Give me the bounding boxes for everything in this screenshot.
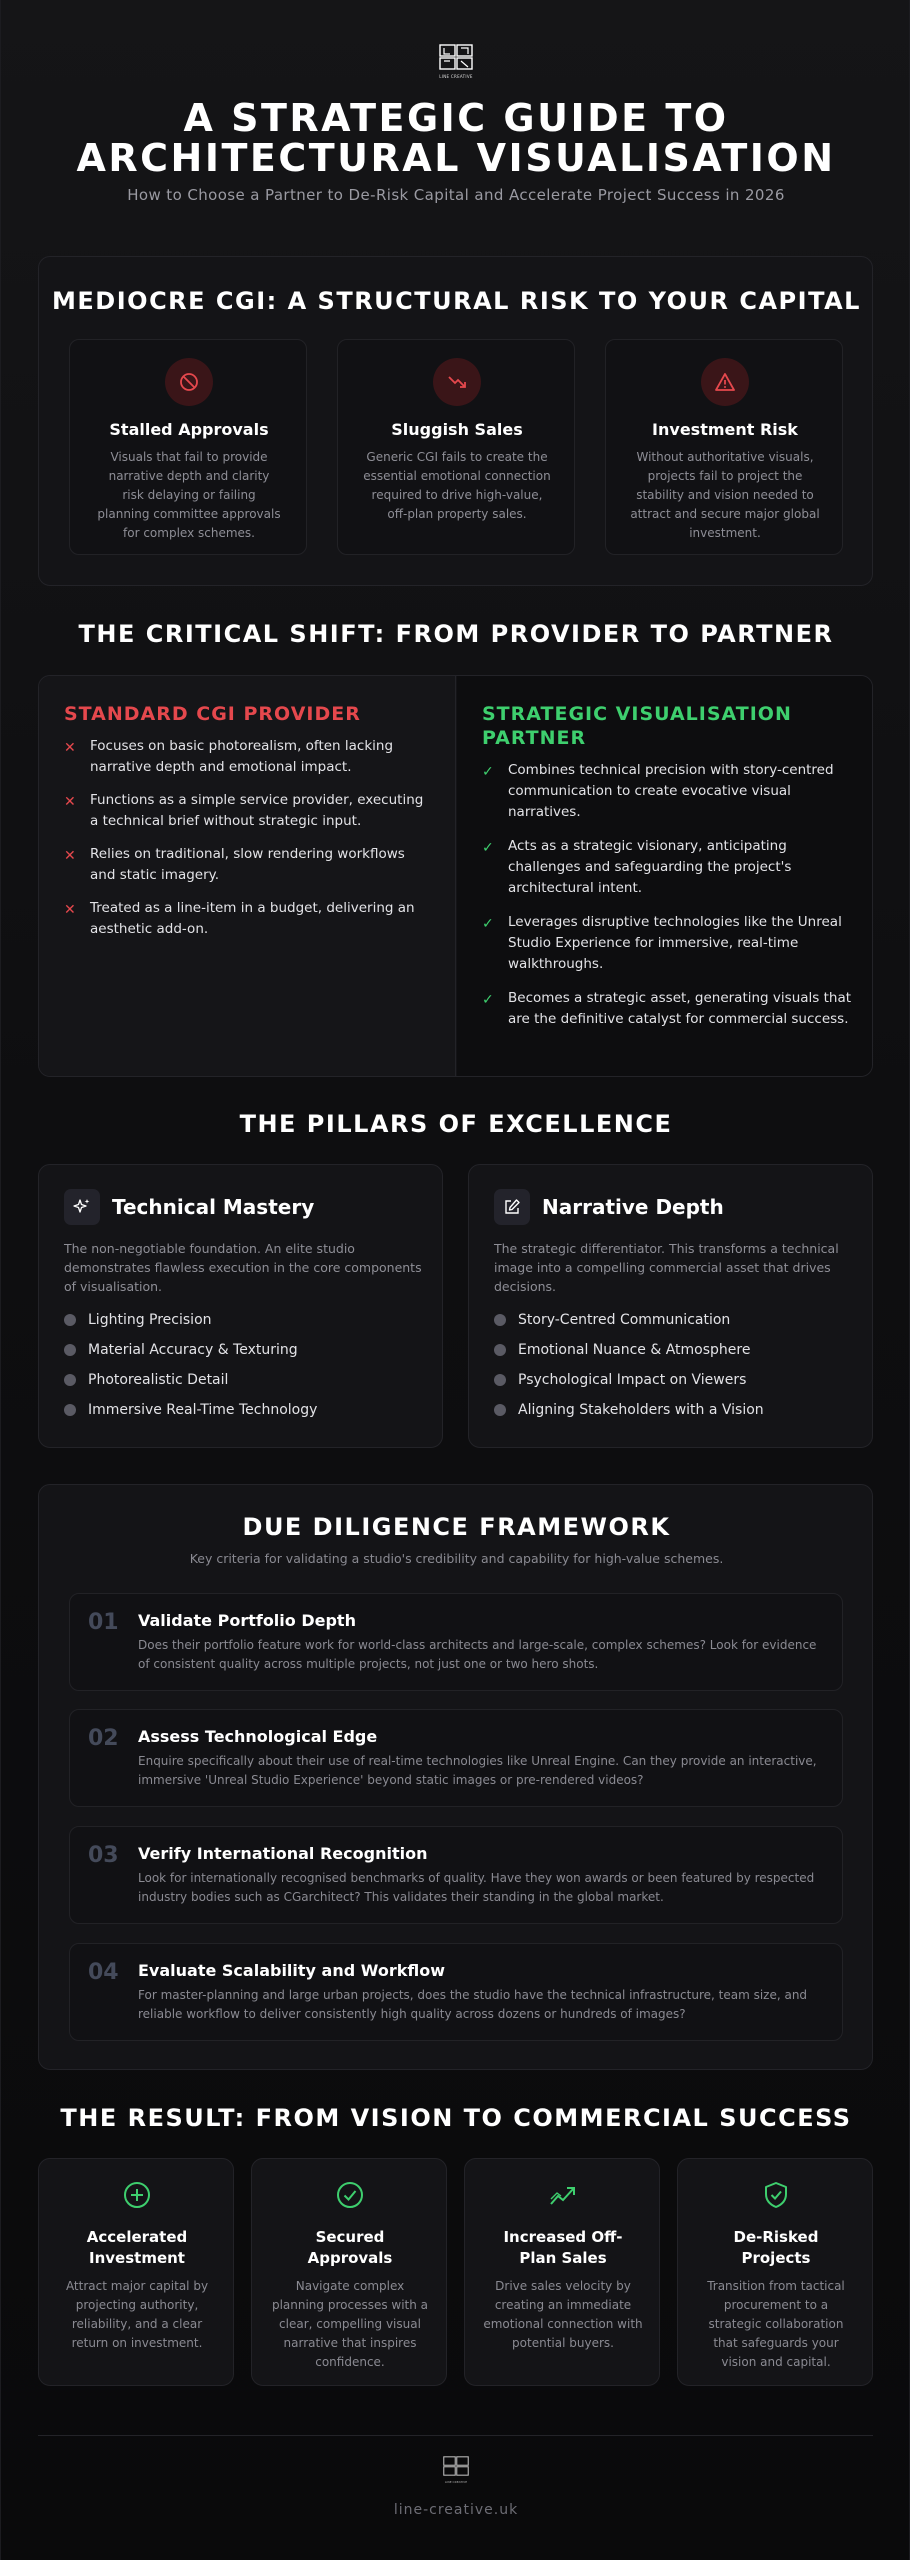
shift-section-title: THE CRITICAL SHIFT: FROM PROVIDER TO PARTNER — [78, 620, 834, 648]
pillar-card — [38, 1164, 443, 1448]
bullet-dot — [494, 1314, 506, 1326]
result-card-text: Attract major capital by projecting authority, reliability, and a clear return on investment. — [65, 2279, 209, 2350]
logo-mark-icon — [439, 40, 473, 74]
risk-card-text: Without authoritative visuals, projects fail to project the stability and vision needed to attract and secure major global investment. — [630, 450, 820, 540]
strategic-partner-column — [457, 676, 873, 1077]
bullet-dot — [494, 1404, 506, 1416]
pillar-title: Technical Mastery — [112, 1195, 315, 1219]
diligence-step — [69, 1593, 843, 1691]
step-number: 01 — [88, 1610, 119, 1635]
risk-card — [337, 339, 575, 555]
warning-icon — [701, 358, 749, 406]
comparison-panel — [38, 675, 873, 1077]
step-text: Does their portfolio feature work for world-class architects and large-scale, complex schemes? Look for evidence of consistent quality across multiple projects, not just one or two hero shots. — [138, 1638, 817, 1671]
risk-card — [69, 339, 307, 555]
bullet-dot — [64, 1314, 76, 1326]
result-card-text: Transition from tactical procurement to a strategic collaboration that safeguards your vision and capital. — [707, 2279, 845, 2369]
bullet-dot — [64, 1374, 76, 1386]
bullet-dot — [64, 1404, 76, 1416]
brand-logo — [439, 40, 473, 79]
pillar-description: The strategic differentiator. This transforms a technical image into a compelling commercial asset that drives decisions. — [494, 1241, 839, 1294]
risk-card-text: Generic CGI fails to create the essential emotional connection required to drive high-value, off-plan property sales. — [363, 450, 551, 521]
trend-up-icon — [547, 2179, 579, 2215]
step-number: 04 — [88, 1960, 119, 1985]
bullet-dot — [64, 1344, 76, 1356]
risk-card-text: Visuals that fail to provide narrative depth and clarity risk delaying or failing planning committee approvals for complex schemes. — [97, 450, 281, 540]
list-item: ✕ Treated as a line-item in a budget, delivering an aesthetic add-on. — [64, 900, 415, 937]
bullet-dot — [494, 1374, 506, 1386]
list-item: ✕ Focuses on basic photorealism, often lacking narrative depth and emotional impact. — [64, 738, 394, 775]
check-icon: ✓ — [482, 992, 494, 1008]
step-text: For master-planning and large urban projects, does the studio have the technical infrastructure, team size, and reliable workflow to deliver consistently high quality across dozens or hundreds of images? — [138, 1988, 808, 2021]
step-text: Look for internationally recognised benchmarks of quality. Have they won awards or been featured by respected industry bodies such as CGarchitect? This validates their standing in the global market. — [138, 1871, 815, 1904]
pillar-card — [468, 1164, 873, 1448]
diligence-step — [69, 1943, 843, 2041]
standard-provider-list — [64, 736, 434, 940]
diligence-step — [69, 1826, 843, 1924]
sparkle-icon — [64, 1189, 100, 1225]
check-icon: ✓ — [482, 916, 494, 932]
prohibited-icon — [165, 358, 213, 406]
footer-divider — [38, 2435, 873, 2436]
list-item: Immersive Real-Time Technology — [64, 1395, 424, 1425]
standard-provider-title: STANDARD CGI PROVIDER — [64, 703, 361, 725]
page-title — [1, 98, 910, 178]
check-icon: ✓ — [482, 840, 494, 856]
result-card-title: Increased Off- Plan Sales — [503, 2228, 623, 2267]
list-item: Emotional Nuance & Atmosphere — [494, 1335, 854, 1365]
step-number: 02 — [88, 1726, 119, 1751]
step-title: Validate Portfolio Depth — [138, 1611, 356, 1630]
cross-icon: ✕ — [64, 902, 76, 918]
logo-text: LINE CREATIVE — [439, 74, 473, 79]
diligence-step — [69, 1709, 843, 1807]
footer-logo — [443, 2456, 469, 2484]
pillar-title: Narrative Depth — [542, 1195, 724, 1219]
risk-card-title: Stalled Approvals — [109, 420, 269, 439]
strategic-partner-title: STRATEGIC VISUALISATION PARTNER — [482, 703, 792, 749]
risk-card-title: Sluggish Sales — [391, 420, 523, 439]
bullet-dot — [494, 1344, 506, 1356]
risk-section — [38, 256, 873, 586]
check-icon: ✓ — [482, 764, 494, 780]
diligence-subtitle: Key criteria for validating a studio's credibility and capability for high-value schemes. — [189, 1551, 724, 1566]
title-line-1: A STRATEGIC GUIDE TO — [183, 96, 729, 140]
list-item: Lighting Precision — [64, 1305, 424, 1335]
diligence-section — [38, 1484, 873, 2070]
result-card — [464, 2158, 660, 2386]
result-card — [38, 2158, 234, 2386]
step-title: Assess Technological Edge — [138, 1727, 378, 1746]
result-card-title: De-Risked Projects — [733, 2228, 819, 2267]
result-card-title: Accelerated Investment — [86, 2228, 188, 2267]
result-card-text: Navigate complex planning processes with a clear, compelling visual narrative that inspires confidence. — [271, 2279, 429, 2369]
footer-url-link[interactable]: line-creative.uk — [393, 2502, 519, 2518]
list-item: Material Accuracy & Texturing — [64, 1335, 424, 1365]
list-item: Story-Centred Communication — [494, 1305, 854, 1335]
step-title: Verify International Recognition — [138, 1844, 428, 1863]
strategic-partner-list — [482, 760, 852, 1030]
footer-logo-text: LINE CREATIVE — [444, 2480, 468, 2484]
trend-down-icon — [433, 358, 481, 406]
risk-section-title: MEDIOCRE CGI: A STRUCTURAL RISK TO YOUR CAPITAL — [52, 287, 861, 315]
list-item: ✓ Leverages disruptive technologies like the Unreal Studio Experience for immersive, real-time walkthroughs. — [482, 914, 842, 972]
list-item: Psychological Impact on Viewers — [494, 1365, 854, 1395]
list-item: ✕ Relies on traditional, slow rendering workflows and static imagery. — [64, 846, 405, 883]
list-item: Aligning Stakeholders with a Vision — [494, 1395, 854, 1425]
list-item: ✓ Acts as a strategic visionary, anticipating challenges and safeguarding the project's architectural intent. — [482, 838, 792, 896]
cross-icon: ✕ — [64, 794, 76, 810]
shield-check-icon — [760, 2179, 792, 2215]
result-card-text: Drive sales velocity by creating an immediate emotional connection with potential buyers. — [483, 2279, 643, 2350]
list-item: ✓ Combines technical precision with story-centred communication to create evocative visual narratives. — [482, 762, 834, 820]
plus-circle-icon — [121, 2179, 153, 2215]
list-item: Photorealistic Detail — [64, 1365, 424, 1395]
result-card — [251, 2158, 447, 2386]
pillars-section-title: THE PILLARS OF EXCELLENCE — [239, 1110, 673, 1138]
check-circle-icon — [334, 2179, 366, 2215]
step-title: Evaluate Scalability and Workflow — [138, 1961, 445, 1980]
list-item: ✓ Becomes a strategic asset, generating visuals that are the definitive catalyst for commercial success. — [482, 990, 852, 1027]
page-subtitle: How to Choose a Partner to De-Risk Capital and Accelerate Project Success in 2026 — [127, 186, 785, 204]
step-text: Enquire specifically about their use of real-time technologies like Unreal Engine. Can they provide an interactive, immersive 'Unreal Studio Experience' beyond static images or pre-rendered videos? — [138, 1754, 817, 1787]
result-section-title: THE RESULT: FROM VISION TO COMMERCIAL SUCCESS — [60, 2104, 852, 2132]
list-item: ✕ Functions as a simple service provider, executing a technical brief without strategic input. — [64, 792, 424, 829]
logo-mark-icon — [443, 2456, 469, 2476]
edit-icon — [494, 1189, 530, 1225]
pillar-list — [494, 1305, 854, 1425]
result-card-title: Secured Approvals — [307, 2228, 393, 2267]
cross-icon: ✕ — [64, 740, 76, 756]
standard-provider-column — [39, 676, 456, 1077]
result-card — [677, 2158, 873, 2386]
pillar-list — [64, 1305, 424, 1425]
title-line-2: ARCHITECTURAL VISUALISATION — [76, 136, 836, 180]
pillar-description: The non-negotiable foundation. An elite studio demonstrates flawless execution in the core components of visualisation. — [64, 1241, 422, 1294]
diligence-section-title: DUE DILIGENCE FRAMEWORK — [242, 1513, 671, 1541]
risk-card-title: Investment Risk — [652, 420, 798, 439]
cross-icon: ✕ — [64, 848, 76, 864]
step-number: 03 — [88, 1843, 119, 1868]
risk-card — [605, 339, 843, 555]
